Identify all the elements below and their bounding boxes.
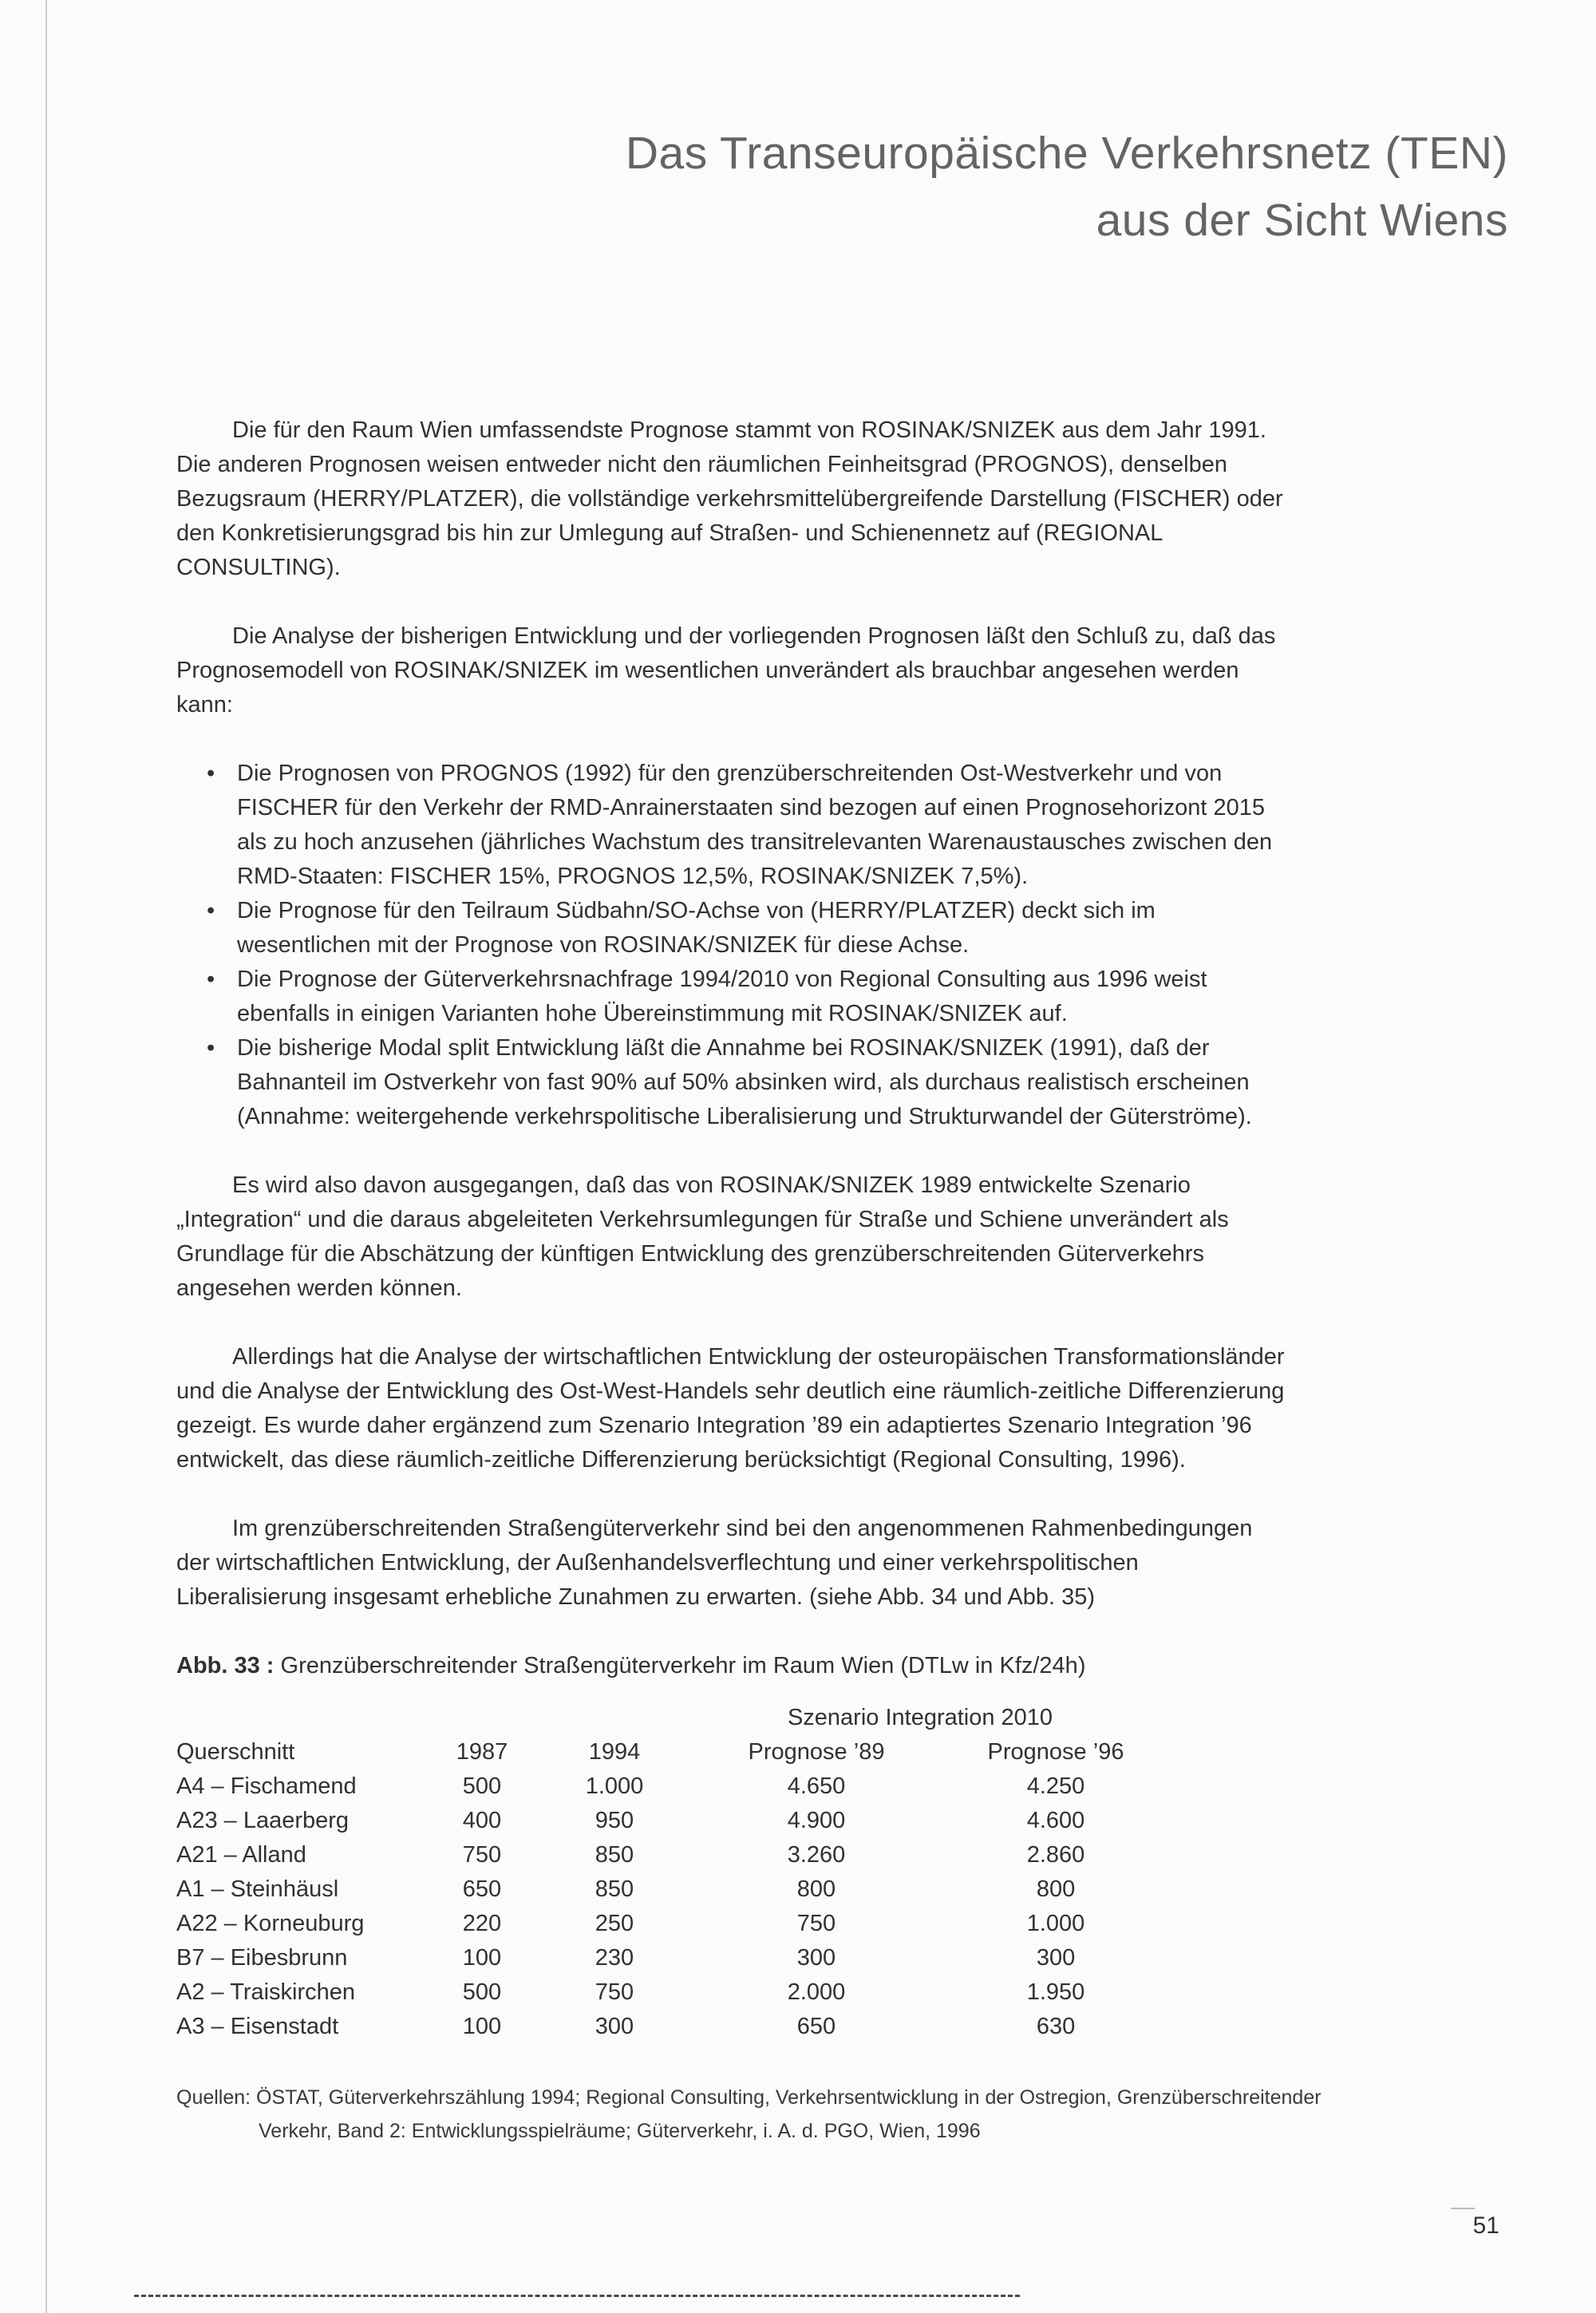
table-cell: 4.250 <box>1026 1773 1085 1799</box>
page-title-line2: aus der Sicht Wiens <box>1096 195 1508 246</box>
table-cell: 4.650 <box>787 1773 846 1799</box>
table-cell: 300 <box>595 2014 634 2039</box>
figure-caption-label: Abb. 33 : <box>176 1653 275 1678</box>
table-cell: 500 <box>462 1979 502 2005</box>
table-cell: 100 <box>462 2014 502 2039</box>
bullet-item: • Die bisherige Modal split Entwicklung läßt die Annahme bei ROSINAK/SNIZEK (1991), daß der Bahnanteil im Ostverkehr von fast 90% auf 50% absinken wird, als durchaus realistisch erscheinen (Annahme: weitergehende verkehrspolitische Liberalisierung und Strukturwandel der Güterströme). <box>237 1031 1287 1134</box>
table-cell: 750 <box>462 1842 502 1868</box>
bullet-item: • Die Prognose der Güterverkehrsnachfrage 1994/2010 von Regional Consulting aus 1996 weist ebenfalls in einigen Varianten hohe Übereinstimmung mit ROSINAK/SNIZEK auf. <box>237 963 1287 1031</box>
page-title <box>626 120 1508 254</box>
table-row <box>176 1838 1159 1872</box>
table-cell: 800 <box>796 1876 836 1902</box>
figure-caption-text: Grenzüberschreitender Straßengüterverkehr im Raum Wien (DTLw in Kfz/24h) <box>280 1653 1086 1678</box>
paragraph-strassengueterverkehr: Im grenzüberschreitenden Straßengüterverkehr sind bei den angenommenen Rahmenbedingungen der wirtschaftlichen Entwicklung, der Außenhandelsverflechtung und einer verkehrspolitischen Liberalisierung insgesamt erhebliche Zunahmen zu erwarten. (siehe Abb. 34 und Abb. 35) <box>176 1516 1253 1610</box>
table-cell: 630 <box>1036 2014 1076 2039</box>
page-title-line1: Das Transeuropäische Verkehrsnetz (TEN) <box>625 128 1508 179</box>
bullet-item: • Die Prognosen von PROGNOS (1992) für den grenzüberschreitenden Ost-Westverkehr und von FISCHER für den Verkehr der RMD-Anrainerstaaten sind bezogen auf einen Prognosehorizont 2015 als zu hoch anzusehen (jährliches Wachstum des transitrelevanten Warenaustausches zwischen den RMD-Staaten: FISCHER 15%, PROGNOS 12,5%, ROSINAK/SNIZEK 7,5%). <box>237 757 1287 894</box>
bullet-list <box>176 757 1287 1134</box>
table-cell: A1 – Steinhäusl <box>176 1876 339 1902</box>
table-group-header-row <box>176 1701 1159 1735</box>
bullet-item: • Die Prognose für den Teilraum Südbahn/SO-Achse von (HERRY/PLATZER) deckt sich im wesentlichen mit der Prognose von ROSINAK/SNIZEK für diese Achse. <box>237 894 1287 963</box>
table-cell: A2 – Traiskirchen <box>176 1979 356 2005</box>
table-cell: 400 <box>462 1808 502 1833</box>
column-header-1987: 1987 <box>456 1739 508 1765</box>
paragraph-allerdings: Allerdings hat die Analyse der wirtschaftlichen Entwicklung der osteuropäischen Transformationsländer und die Analyse der Entwicklung des Ost-West-Handels sehr deutlich eine räumlich-zeitliche Differenzierung gezeigt. Es wurde daher ergänzend zum Szenario Integration ’89 ein adaptiertes Szenario Integration ’96 entwickelt, das diese räumlich-zeitliche Differenzierung berücksichtigt (Regional Consulting, 1996). <box>176 1344 1285 1473</box>
page-number: 51 <box>1472 2212 1499 2239</box>
table-row <box>176 2010 1159 2044</box>
paragraph-szenario: Es wird also davon ausgegangen, daß das von ROSINAK/SNIZEK 1989 entwickelte Szenario „Integration“ und die daraus abgeleiteten Verkehrsumlegungen für Straße und Schiene unverändert als Grundlage für die Abschätzung der künftigen Entwicklung des grenzüberschreitenden Güterverkehrs angesehen werden können. <box>176 1172 1229 1301</box>
table-cell: 250 <box>595 1911 634 1936</box>
figure-table <box>176 1701 1159 2044</box>
table-cell: 750 <box>595 1979 634 2005</box>
sources-note: Quellen: ÖSTAT, Güterverkehrszählung 1994; Regional Consulting, Verkehrsentwicklung in der Ostregion, Grenzüberschreitender Verkehr, Band 2: Entwicklungsspielräume; Güterverkehr, i. A. d. PGO, Wien, 1996 <box>176 2086 1321 2142</box>
table-cell: 220 <box>462 1911 502 1936</box>
table-row <box>176 1804 1159 1838</box>
table-cell: 4.600 <box>1026 1808 1085 1833</box>
column-header-prognose-96: Prognose ’96 <box>987 1739 1124 1765</box>
paragraph-intro: Die für den Raum Wien umfassendste Prognose stammt von ROSINAK/SNIZEK aus dem Jahr 1991. Die anderen Prognosen weisen entweder nicht den räumlichen Feinheitsgrad (PROGNOS), denselben Bezugsraum (HERRY/PLATZER), die vollständige verkehrsmittelübergreifende Darstellung (FISCHER) oder den Konkretisierungsgrad bis hin zur Umlegung auf Straßen- und Schienennetz auf (REGIONAL CONSULTING). <box>176 417 1283 580</box>
table-cell: 850 <box>595 1876 634 1902</box>
table-cell: 800 <box>1036 1876 1076 1902</box>
table-cell: 1.000 <box>585 1773 644 1799</box>
table-cell: A23 – Laaerberg <box>176 1808 350 1833</box>
table-cell: A22 – Korneuburg <box>176 1911 365 1936</box>
table-row <box>176 1907 1159 1941</box>
figure-caption <box>176 1649 1287 1683</box>
table-cell: 300 <box>1036 1945 1076 1971</box>
paragraph-analysis: Die Analyse der bisherigen Entwicklung und der vorliegenden Prognosen läßt den Schluß zu, daß das Prognosemodell von ROSINAK/SNIZEK im wesentlichen unverändert als brauchbar angesehen werden kann: <box>176 623 1276 718</box>
table-cell: 950 <box>595 1808 634 1833</box>
table-cell: 1.000 <box>1026 1911 1085 1936</box>
table-cell: B7 – Eibesbrunn <box>176 1945 348 1971</box>
table-row <box>176 1975 1159 2010</box>
table-cell: 1.950 <box>1026 1979 1085 2005</box>
page-corner-line <box>1451 2208 1475 2209</box>
table-row <box>176 1941 1159 1975</box>
column-header-querschnitt: Querschnitt <box>176 1739 295 1765</box>
column-header-prognose-89: Prognose ’89 <box>748 1739 885 1765</box>
table-cell: 500 <box>462 1773 502 1799</box>
table-cell: 650 <box>462 1876 502 1902</box>
table-cell: 850 <box>595 1842 634 1868</box>
content-column <box>176 413 1321 2148</box>
table-cell: A3 – Eisenstadt <box>176 2014 339 2039</box>
scan-edge-left-line <box>45 0 47 2313</box>
table-cell: 230 <box>595 1945 634 1971</box>
table-cell: 2.000 <box>787 1979 846 2005</box>
table-row <box>176 1872 1159 1907</box>
table-header-row <box>176 1735 1159 1769</box>
table-cell: 3.260 <box>787 1842 846 1868</box>
table-cell: A21 – Alland <box>176 1842 306 1868</box>
table-cell: 4.900 <box>787 1808 846 1833</box>
table-cell: 2.860 <box>1026 1842 1085 1868</box>
table-cell: 750 <box>796 1911 836 1936</box>
table-row <box>176 1769 1159 1804</box>
column-header-1994: 1994 <box>588 1739 641 1765</box>
table-cell: A4 – Fischamend <box>176 1773 357 1799</box>
table-cell: 650 <box>796 2014 836 2039</box>
scan-artifact-bottom-line <box>134 2295 1020 2297</box>
table-cell: 100 <box>462 1945 502 1971</box>
table-cell: 300 <box>796 1945 836 1971</box>
table-group-header: Szenario Integration 2010 <box>787 1705 1053 1730</box>
